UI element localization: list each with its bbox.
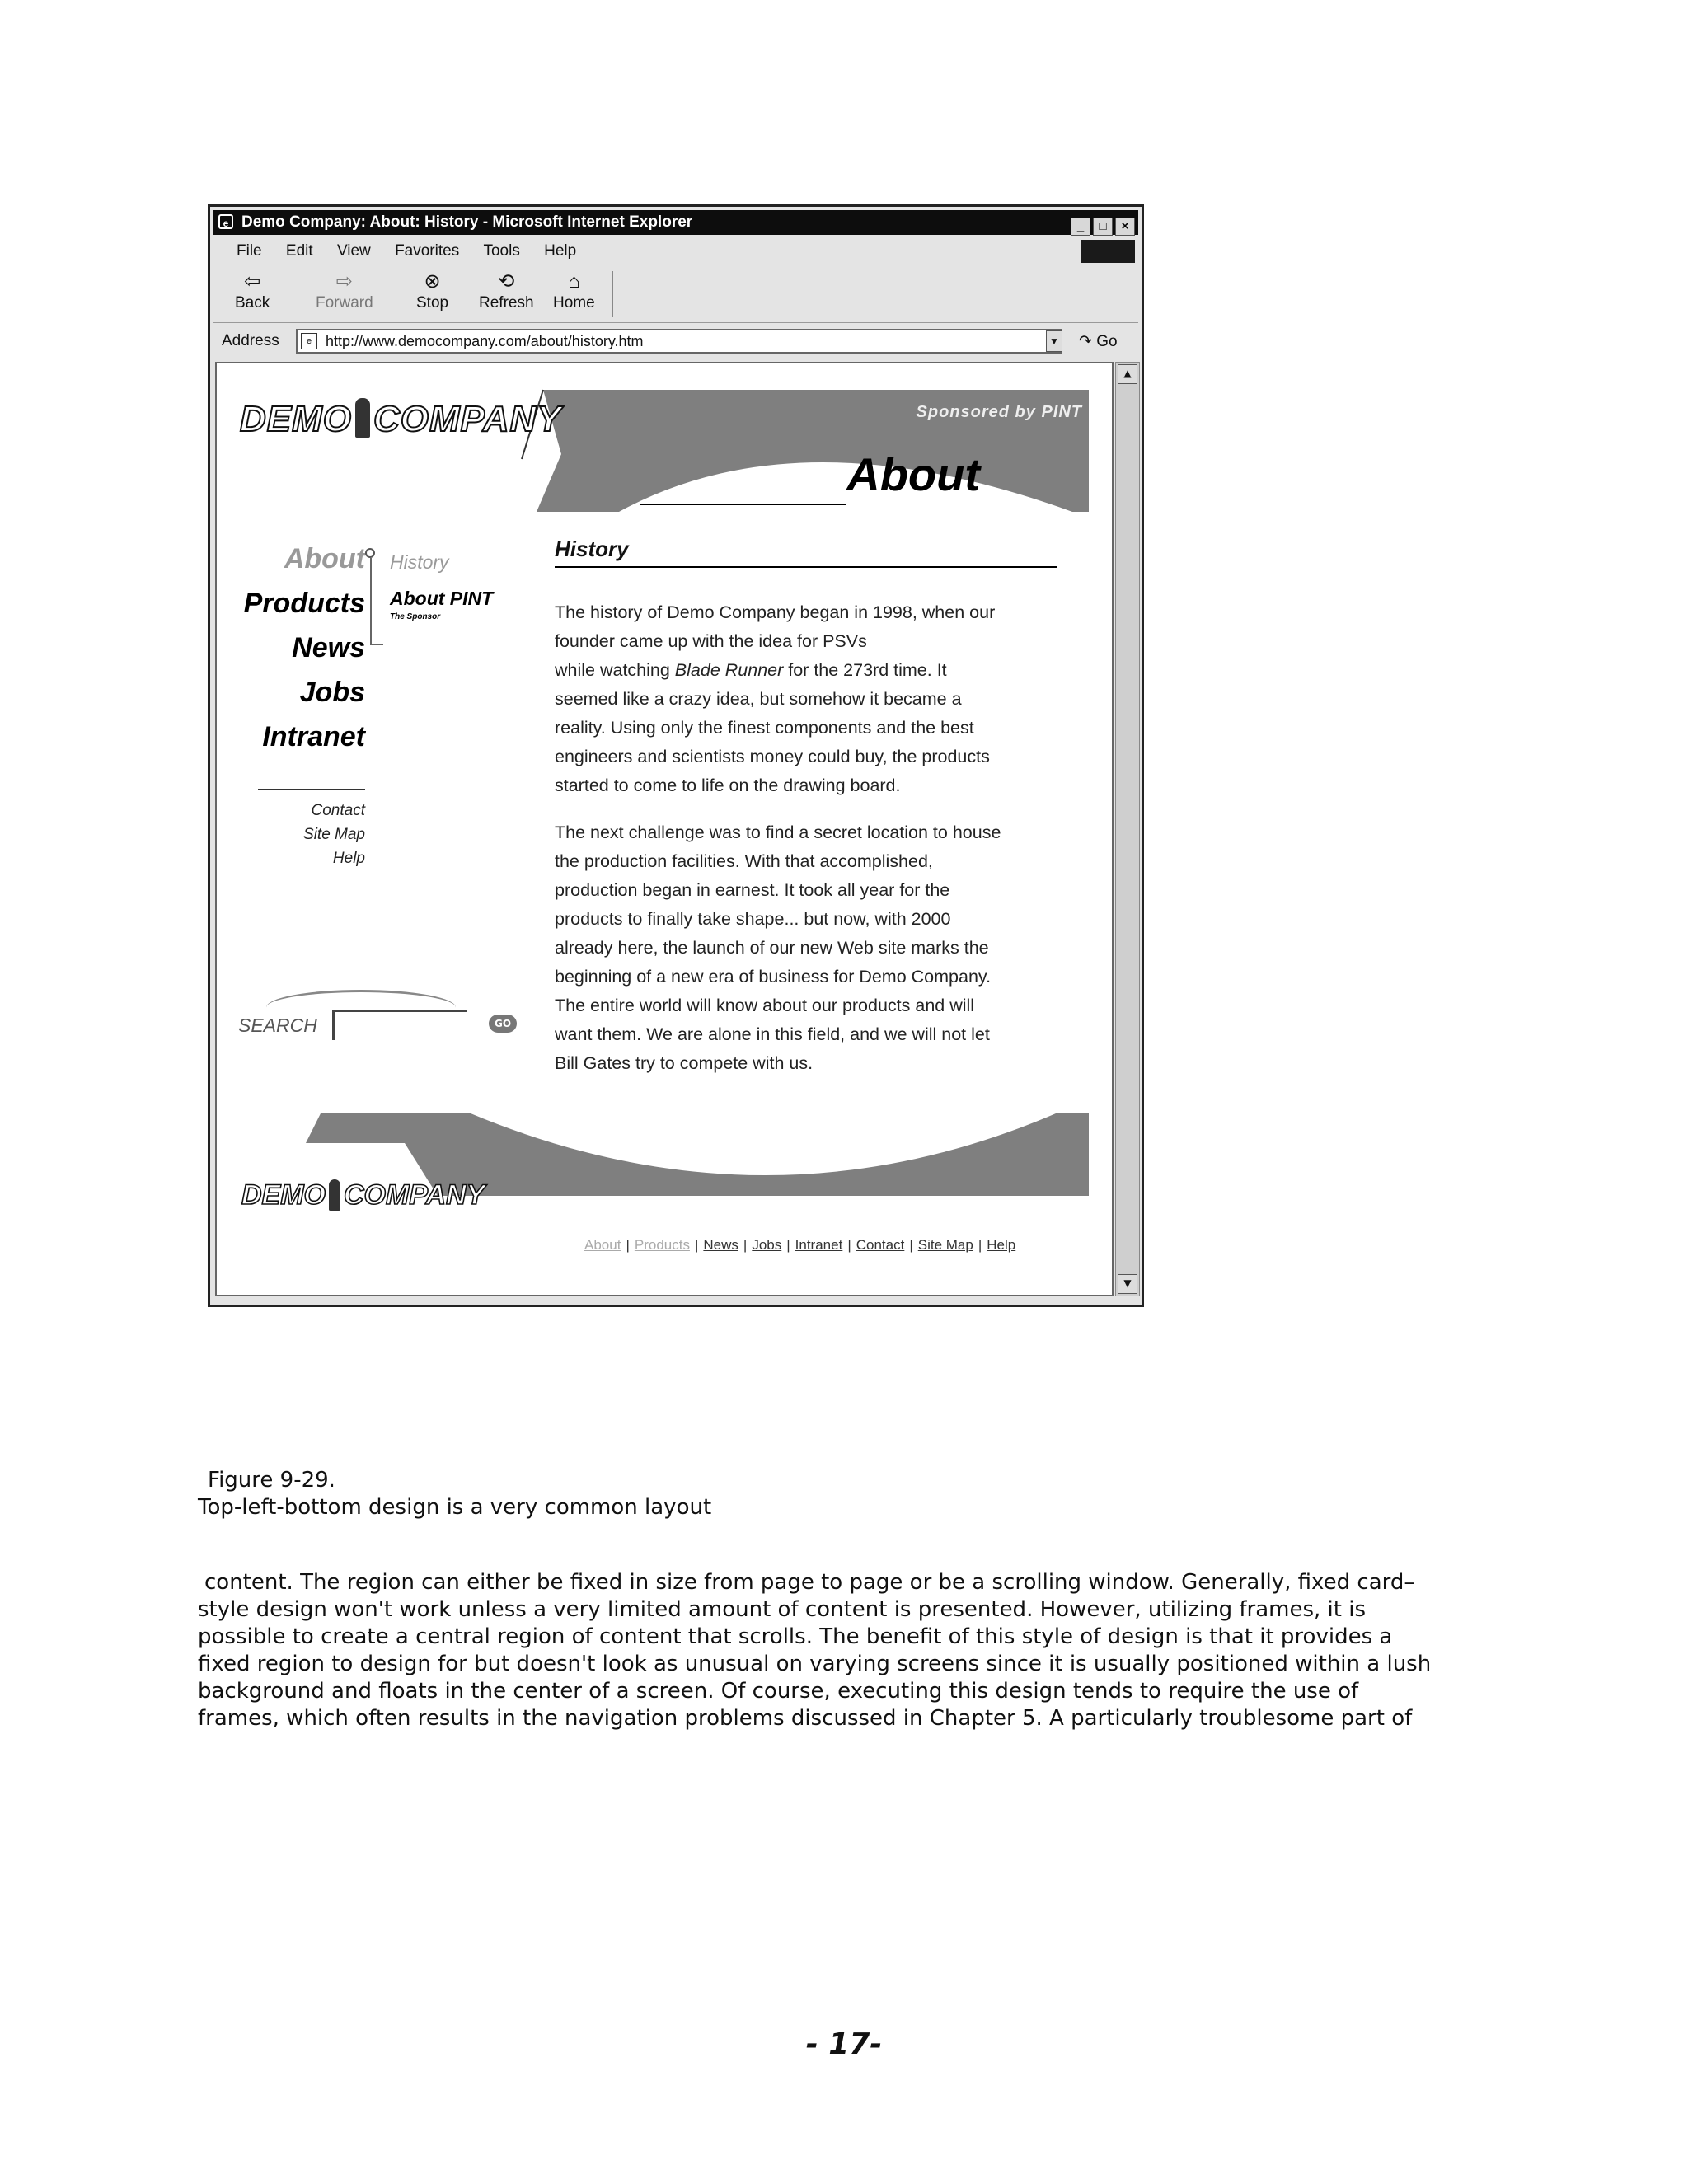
p1-line: The history of Demo Company began in 1998, when our (555, 602, 996, 622)
p1-line: for the 273rd time. It (783, 660, 947, 680)
footer-links: About | Products | News | Jobs | Intranet | Contact | Site Map | Help (584, 1237, 1016, 1253)
forward-label: Forward (316, 294, 373, 312)
minimize-icon[interactable]: _ (1071, 218, 1090, 236)
close-icon[interactable]: × (1115, 218, 1135, 236)
footer-logo[interactable] (241, 1179, 485, 1212)
p1-line: while watching (555, 660, 675, 680)
scroll-down-icon[interactable]: ▼ (1118, 1274, 1137, 1294)
sponsor-label: Sponsored by PINT (916, 403, 1082, 421)
menu-file[interactable]: File (237, 242, 262, 260)
vertical-scrollbar[interactable] (1115, 362, 1140, 1296)
stop-icon: ⊗ (424, 270, 441, 293)
p2-line: already here, the launch of our new Web site marks the (555, 938, 989, 958)
footer-link-intranet[interactable]: Intranet (795, 1237, 843, 1253)
search-label: SEARCH (238, 1015, 317, 1036)
paragraph-1 (555, 598, 1066, 800)
address-input[interactable] (296, 329, 1062, 354)
subnav-the-sponsor: The Sponsor (390, 612, 441, 621)
tower-icon (355, 398, 370, 438)
nav-divider (258, 789, 365, 790)
body-line: fixed region to design for but doesn't look as unusual on varying screens since it is usually positioned within a lush (198, 1652, 1432, 1676)
forward-arrow-icon: ⇨ (335, 270, 353, 293)
left-navigation (241, 537, 365, 870)
body-line: frames, which often results in the navigation problems discussed in Chapter 5. A particularly troublesome part of (198, 1706, 1413, 1731)
home-label: Home (553, 294, 595, 312)
address-bar (213, 326, 1138, 359)
back-button[interactable] (235, 269, 270, 312)
window-controls (1068, 213, 1135, 232)
p2-line: the production facilities. With that accomplished, (555, 851, 933, 871)
tower-icon (329, 1179, 340, 1211)
p1-line: engineers and scientists money could buy, the products (555, 747, 990, 766)
p2-line: The next challenge was to find a secret location to house (555, 823, 1001, 842)
browser-window-screenshot (208, 204, 1144, 1307)
stop-button[interactable] (416, 269, 448, 312)
menu-favorites[interactable]: Favorites (395, 242, 460, 260)
footer-link-contact[interactable]: Contact (856, 1237, 905, 1253)
footer-link-jobs[interactable]: Jobs (752, 1237, 782, 1253)
nav-news[interactable]: News (292, 632, 365, 663)
forward-button[interactable] (316, 269, 373, 312)
paragraph-2 (555, 818, 1066, 1078)
search-input[interactable] (332, 1010, 467, 1040)
p1-line: started to come to life on the drawing board. (555, 776, 901, 795)
figure-number: Figure 9-29. (208, 1468, 335, 1493)
title-bar (213, 210, 1138, 235)
ie-icon: e (218, 214, 233, 229)
p2-line: products to finally take shape... but now, with 2000 (555, 909, 951, 929)
page-viewport (215, 362, 1114, 1296)
figure-caption-text: Top-left-bottom design is a very common layout (198, 1495, 712, 1520)
toolbar (213, 266, 1138, 323)
footer-logo-right: COMPANY (344, 1179, 485, 1211)
url-text: http://www.democompany.com/about/history.htm (326, 333, 644, 349)
nav-help[interactable]: Help (332, 850, 365, 867)
logo-text-right: COMPANY (373, 399, 562, 439)
maximize-icon[interactable]: □ (1093, 218, 1113, 236)
body-paragraph (198, 1569, 1484, 1732)
footer-link-products[interactable]: Products (634, 1237, 690, 1253)
nav-contact[interactable]: Contact (311, 802, 365, 819)
body-line: possible to create a central region of content that scrolls. The benefit of this style of design is that it provides a (198, 1624, 1393, 1649)
subnav-bullet-icon (365, 548, 375, 558)
window-title: Demo Company: About: History - Microsoft Internet Explorer (241, 213, 693, 231)
toolbar-separator (612, 271, 613, 317)
p2-line: Bill Gates try to compete with us. (555, 1053, 814, 1073)
address-dropdown-icon[interactable]: ▼ (1046, 330, 1062, 352)
logo-text-left: DEMO (240, 399, 352, 439)
subnav-history[interactable]: History (390, 551, 449, 573)
p2-line: want them. We are alone in this field, and we will not let (555, 1024, 990, 1044)
nav-site-map[interactable]: Site Map (303, 826, 365, 843)
body-line: background and floats in the center of a screen. Of course, executing this design tends to require the use of (198, 1679, 1359, 1704)
nav-products[interactable]: Products (243, 588, 365, 619)
refresh-label: Refresh (479, 294, 534, 312)
site-header (232, 380, 1089, 512)
home-button[interactable] (553, 269, 595, 312)
refresh-button[interactable] (479, 269, 534, 312)
section-title: About (846, 448, 980, 500)
go-label: Go (1096, 333, 1118, 350)
menu-bar (213, 238, 1138, 265)
windows-logo-throbber-icon (1081, 240, 1135, 263)
menu-edit[interactable]: Edit (285, 242, 313, 260)
title-underline (640, 504, 846, 505)
p1-line: founder came up with the idea for PSVs (555, 631, 867, 651)
movie-title: Blade Runner (674, 660, 784, 680)
p2-line: production began in earnest. It took all year for the (555, 880, 950, 900)
body-line: content. The region can either be fixed in size from page to page or be a scrolling window. Generally, fixed card– (204, 1570, 1415, 1595)
address-label: Address (222, 332, 279, 349)
search-go-button[interactable]: GO (489, 1015, 517, 1033)
back-label: Back (235, 294, 270, 312)
nav-jobs[interactable]: Jobs (299, 677, 365, 708)
nav-intranet[interactable]: Intranet (262, 721, 365, 752)
footer-link-about[interactable]: About (584, 1237, 621, 1253)
body-line: style design won't work unless a very limited amount of content is presented. However, utilizing frames, it is (198, 1597, 1366, 1622)
site-logo[interactable] (240, 398, 562, 440)
p1-line: seemed like a crazy idea, but somehow it became a (555, 689, 962, 709)
scroll-up-icon[interactable]: ▲ (1118, 364, 1137, 384)
nav-about[interactable]: About (284, 543, 365, 574)
menu-tools[interactable]: Tools (483, 242, 520, 260)
footer-link-news[interactable]: News (703, 1237, 738, 1253)
p1-line: reality. Using only the finest components and the best (555, 718, 974, 738)
back-arrow-icon: ⇦ (244, 270, 261, 293)
footer-link-help[interactable]: Help (987, 1237, 1016, 1253)
footer-logo-left: DEMO (241, 1179, 326, 1211)
site-footer (232, 1113, 1089, 1278)
page-icon: e (301, 333, 317, 349)
subnav-line (370, 558, 372, 645)
page-number: - 17- (805, 2027, 883, 2061)
home-icon: ⌂ (568, 270, 580, 293)
footer-link-site-map[interactable]: Site Map (917, 1237, 973, 1253)
subnav-about-pint[interactable]: About PINT (390, 588, 494, 609)
p2-line: The entire world will know about our products and will (555, 996, 975, 1015)
refresh-icon: ⟲ (498, 270, 515, 293)
menu-help[interactable]: Help (544, 242, 577, 260)
go-button[interactable] (1079, 332, 1118, 351)
content-area (555, 537, 1066, 1078)
menu-view[interactable]: View (336, 242, 371, 260)
p2-line: beginning of a new era of business for Demo Company. (555, 967, 992, 987)
content-heading: History (555, 537, 629, 561)
subnav-tick (370, 644, 383, 645)
heading-rule (555, 566, 1057, 568)
figure-caption (198, 1467, 711, 1521)
go-arrow-icon: ↷ (1079, 333, 1092, 350)
stop-label: Stop (416, 294, 449, 312)
